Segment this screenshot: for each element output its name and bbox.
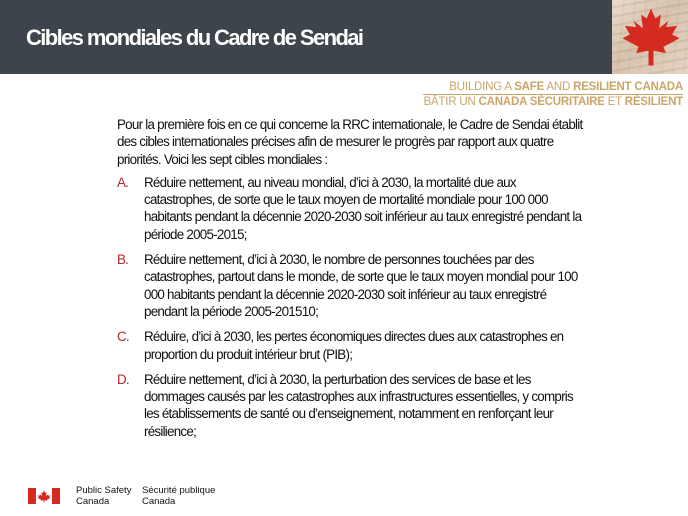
list-item (117, 328, 587, 363)
list-item-letter: B. (117, 252, 129, 268)
list-item-letter: A. (117, 174, 129, 190)
list-item-text: Réduire nettement, d’ici à 2030, la perturbation des services de base et les dommages causés par les catastrophes aux infrastructures essentielles, y compris les établissements de santé ou d’enseignement, notamment en renforçant leur résilience; (144, 371, 573, 439)
tagline-english: BUILDING A SAFE AND RESILIENT CANADA (449, 81, 683, 93)
list-item-text: Réduire nettement, au niveau mondial, d’ici à 2030, la mortalité due aux catastrophes, de sorte que le taux moyen de mortalité mondiale pour 100 000 habitants pendant la décennie 2020-2030 soit inférieur au taux enregistré pendant la période 2005-2015; (144, 174, 582, 242)
tagline-french: BÂTIR UN CANADA SÉCURITAIRE ET RÉSILIENT (423, 96, 683, 108)
maple-leaf-image (612, 0, 688, 74)
department-name-french: Sécurité publique Canada (142, 485, 216, 507)
list-item-text: Réduire nettement, d’ici à 2030, le nombre de personnes touchées par des catastrophes, partout dans le monde, de sorte que le taux moyen mondial pour 100 000 habitants pendant la décennie 2020-2030 soit inférieur au taux enregistré pendant la période 2005-201510; (144, 252, 578, 319)
list-item (117, 174, 587, 243)
list-item (117, 371, 587, 440)
list-item (117, 251, 587, 320)
list-item-letter: C. (117, 329, 129, 345)
list-item-text: Réduire, d’ici à 2030, les pertes économiques directes dues aux catastrophes en proportion du produit intérieur brut (PIB); (144, 329, 564, 362)
list-item-letter: D. (117, 371, 129, 387)
intro-paragraph: Pour la première fois en ce qui concerne la RRC internationale, le Cadre de Sendai établit des cibles internationales précises afin de mesurer le progrès par rapport aux quatre priorités. Voici les sept cibles mondiales : (117, 117, 583, 167)
slide-title: Cibles mondiales du Cadre de Sendai (26, 25, 363, 50)
title-bar (0, 0, 612, 74)
slide-body (117, 116, 587, 448)
canada-flag-icon (28, 488, 60, 504)
department-name-english: Public Safety Canada (76, 485, 132, 507)
maple-leaf-icon (620, 2, 682, 72)
tagline (423, 80, 683, 109)
